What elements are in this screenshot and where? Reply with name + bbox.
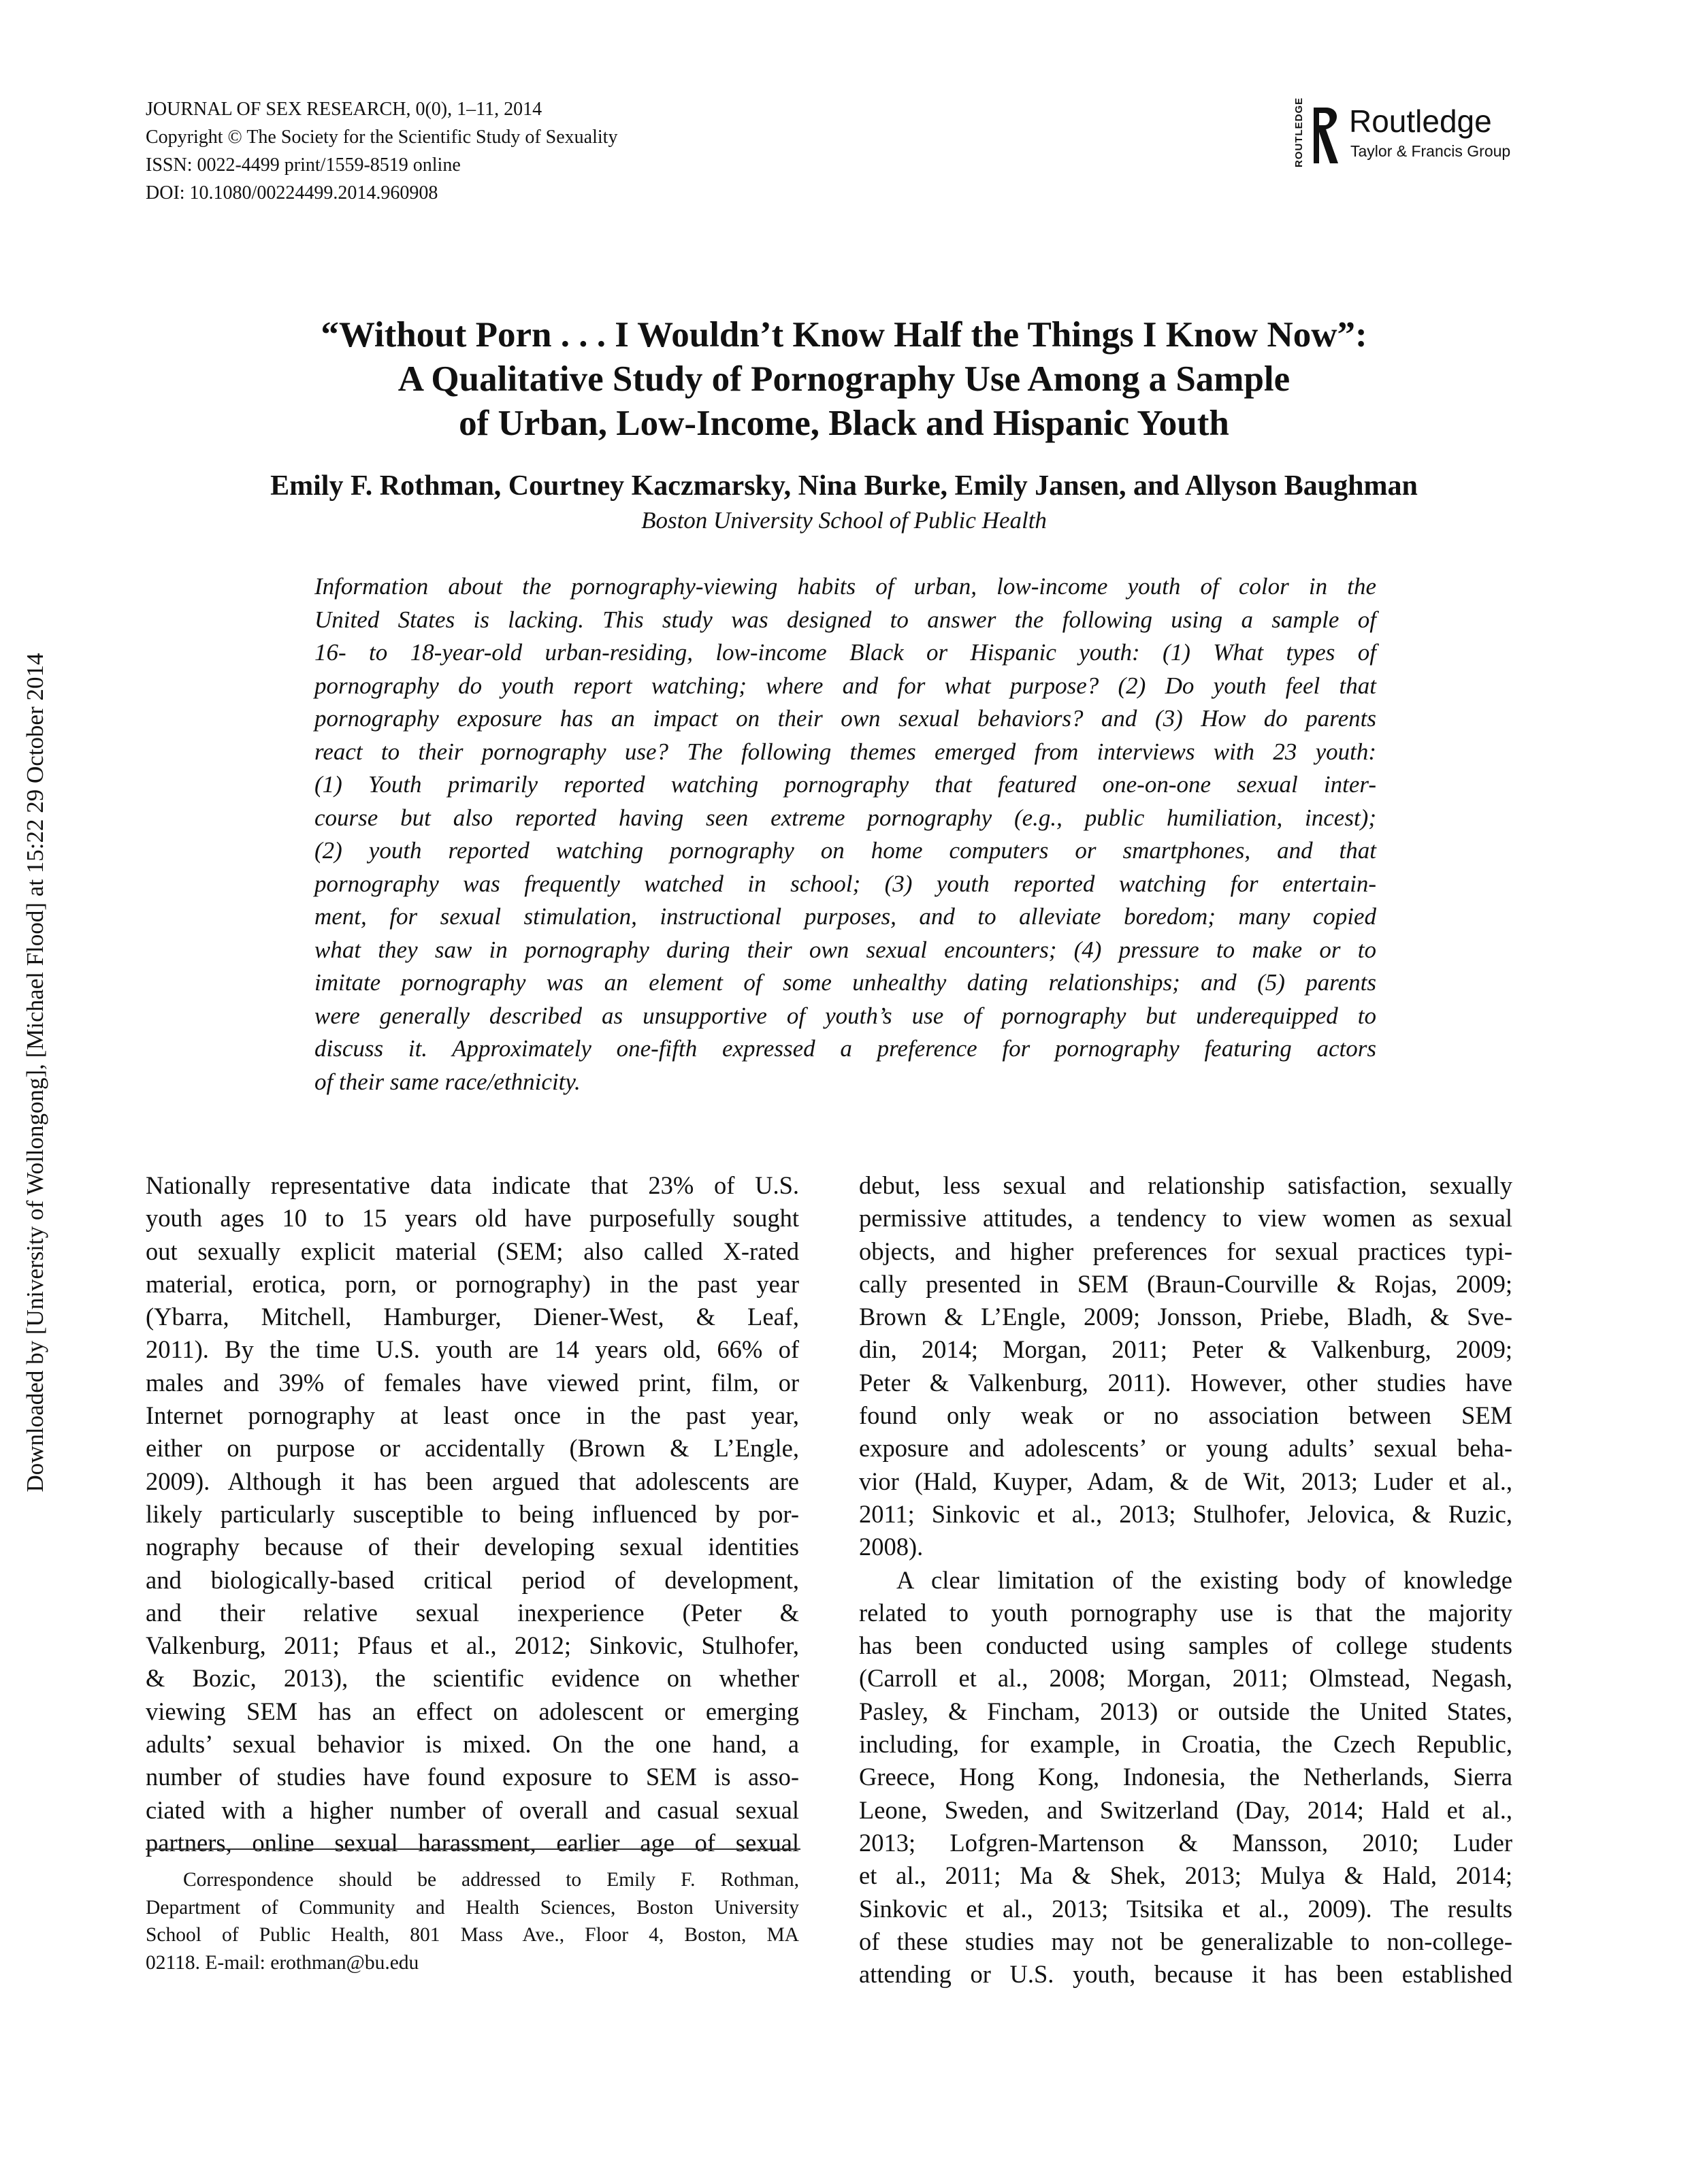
body-line: and biologically-based critical period of development, xyxy=(146,1565,799,1594)
title-line: of Urban, Low-Income, Black and Hispanic Youth xyxy=(459,404,1229,443)
abstract-line: what they saw in pornography during their own sexual encounters; (4) pressure to make or to xyxy=(314,936,1376,963)
body-line: attending or U.S. youth, because it has been established xyxy=(859,1960,1512,1989)
download-watermark: Downloaded by [University of Wollongong], [Michael Flood] at 15:22 29 October 2014 xyxy=(22,653,48,1493)
body-line: partners, online sexual harassment, earlier age of sexual xyxy=(146,1828,799,1857)
body-column-left xyxy=(146,1169,799,1859)
body-line: out sexually explicit material (SEM; also called X-rated xyxy=(146,1237,799,1265)
author-list: Emily F. Rothman, Courtney Kaczmarsky, Nina Burke, Emily Jansen, and Allyson Baughman xyxy=(270,470,1418,502)
abstract-line: react to their pornography use? The following themes emerged from interviews with 23 youth: xyxy=(314,738,1376,765)
abstract xyxy=(314,570,1376,1098)
body-line: adults’ sexual behavior is mixed. On the one hand, a xyxy=(146,1730,799,1759)
body-line: males and 39% of females have viewed print, film, or xyxy=(146,1368,799,1397)
body-line: vior (Hald, Kuyper, Adam, & de Wit, 2013; Luder et al., xyxy=(859,1467,1512,1495)
body-line: 2011). By the time U.S. youth are 14 years old, 66% of xyxy=(146,1335,799,1364)
body-line: has been conducted using samples of college students xyxy=(859,1631,1512,1660)
publisher-logo-side-text: ROUTLEDGE xyxy=(1293,97,1305,167)
body-line: number of studies have found exposure to SEM is asso- xyxy=(146,1763,799,1791)
abstract-line: imitate pornography was an element of some unhealthy dating relationships; and (5) parents xyxy=(314,969,1376,996)
correspondence-footnote xyxy=(146,1866,799,1976)
body-line: viewing SEM has an effect on adolescent or emerging xyxy=(146,1697,799,1725)
footnote-divider xyxy=(146,1848,800,1850)
doi-line: DOI: 10.1080/00224499.2014.960908 xyxy=(146,182,438,203)
body-line: including, for example, in Croatia, the Czech Republic, xyxy=(859,1730,1512,1759)
body-line: Pasley, & Fincham, 2013) or outside the United States, xyxy=(859,1697,1512,1725)
abstract-line: pornography do youth report watching; where and for what purpose? (2) Do youth feel that xyxy=(314,672,1376,699)
body-line: Greece, Hong Kong, Indonesia, the Netherlands, Sierra xyxy=(859,1763,1512,1791)
abstract-line: discuss it. Approximately one-fifth expressed a preference for pornography featuring actors xyxy=(314,1035,1376,1062)
title-line: A Qualitative Study of Pornography Use Among a Sample xyxy=(397,359,1291,399)
body-line: found only weak or no association between SEM xyxy=(859,1401,1512,1430)
body-line: cally presented in SEM (Braun-Courville & Rojas, 2009; xyxy=(859,1269,1512,1298)
title-line: “Without Porn . . . I Wouldn’t Know Half the Things I Know Now”: xyxy=(321,315,1367,355)
body-line: et al., 2011; Ma & Shek, 2013; Mulya & Hald, 2014; xyxy=(859,1861,1512,1890)
body-line: Brown & L’Engle, 2009; Jonsson, Priebe, Bladh, & Sve- xyxy=(859,1303,1512,1331)
body-line: related to youth pornography use is that the majority xyxy=(859,1598,1512,1627)
body-line: & Bozic, 2013), the scientific evidence on whether xyxy=(146,1664,799,1693)
body-line: likely particularly susceptible to being influenced by por- xyxy=(146,1499,799,1528)
footnote-line: Correspondence should be addressed to Emily F. Rothman, xyxy=(183,1869,799,1891)
abstract-line: United States is lacking. This study was designed to answer the following using a sample of xyxy=(314,606,1376,633)
body-line: din, 2014; Morgan, 2011; Peter & Valkenburg, 2009; xyxy=(859,1335,1512,1364)
abstract-line: Information about the pornography-viewing habits of urban, low-income youth of color in the xyxy=(314,573,1376,600)
body-line: objects, and higher preferences for sexual practices typi- xyxy=(859,1237,1512,1265)
body-line: of these studies may not be generalizable to non-college- xyxy=(859,1927,1512,1955)
abstract-line: were generally described as unsupportive of youth’s use of pornography but underequipped to xyxy=(314,1002,1376,1029)
body-line: permissive attitudes, a tendency to view women as sexual xyxy=(859,1204,1512,1233)
publisher-logo xyxy=(1293,97,1538,169)
body-line: (Ybarra, Mitchell, Hamburger, Diener-West, & Leaf, xyxy=(146,1303,799,1331)
body-line: 2008). xyxy=(859,1533,924,1561)
footnote-line: 02118. E-mail: erothman@bu.edu xyxy=(146,1951,419,1974)
article-title xyxy=(163,313,1525,446)
routledge-logo-icon xyxy=(1311,102,1342,167)
abstract-line: of their same race/ethnicity. xyxy=(314,1068,581,1095)
body-line: (Carroll et al., 2008; Morgan, 2011; Olmstead, Negash, xyxy=(859,1664,1512,1693)
body-line: Peter & Valkenburg, 2011). However, other studies have xyxy=(859,1368,1512,1397)
abstract-line: course but also reported having seen extreme pornography (e.g., public humiliation, incest); xyxy=(314,804,1376,831)
body-line: Valkenburg, 2011; Pfaus et al., 2012; Sinkovic, Stulhofer, xyxy=(146,1631,799,1660)
body-line: nography because of their developing sexual identities xyxy=(146,1533,799,1561)
abstract-line: (2) youth reported watching pornography on home computers or smartphones, and that xyxy=(314,837,1376,864)
abstract-line: pornography was frequently watched in school; (3) youth reported watching for entertain- xyxy=(314,870,1376,897)
copyright-line: Copyright © The Society for the Scientific Study of Sexuality xyxy=(146,127,618,148)
footnote-line: School of Public Health, 801 Mass Ave., Floor 4, Boston, MA xyxy=(146,1924,799,1946)
body-line: Leone, Sweden, and Switzerland (Day, 2014; Hald et al., xyxy=(859,1795,1512,1824)
abstract-line: ment, for sexual stimulation, instructional purposes, and to alleviate boredom; many copied xyxy=(314,903,1376,930)
body-line: and their relative sexual inexperience (Peter & xyxy=(146,1598,799,1627)
body-line: Internet pornography at least once in the past year, xyxy=(146,1401,799,1430)
body-line: 2009). Although it has been argued that adolescents are xyxy=(146,1467,799,1495)
body-line: material, erotica, porn, or pornography) in the past year xyxy=(146,1269,799,1298)
body-line: Sinkovic et al., 2013; Tsitsika et al., 2009). The results xyxy=(859,1894,1512,1923)
body-line: ciated with a higher number of overall and casual sexual xyxy=(146,1795,799,1824)
journal-citation-block xyxy=(146,95,826,207)
body-line: youth ages 10 to 15 years old have purposefully sought xyxy=(146,1204,799,1233)
body-line: Nationally representative data indicate that 23% of U.S. xyxy=(146,1171,799,1199)
abstract-line: pornography exposure has an impact on their own sexual behaviors? and (3) How do parents xyxy=(314,705,1376,732)
issn-line: ISSN: 0022-4499 print/1559-8519 online xyxy=(146,154,461,176)
body-line: A clear limitation of the existing body of knowledge xyxy=(896,1565,1512,1594)
body-line: debut, less sexual and relationship satisfaction, sexually xyxy=(859,1171,1512,1199)
abstract-line: 16- to 18-year-old urban-residing, low-income Black or Hispanic youth: (1) What types of xyxy=(314,639,1376,666)
body-column-right xyxy=(859,1169,1512,1991)
publisher-name: Routledge xyxy=(1349,103,1492,139)
publisher-subtitle: Taylor & Francis Group xyxy=(1350,142,1511,160)
body-line: 2011; Sinkovic et al., 2013; Stulhofer, Jelovica, & Ruzic, xyxy=(859,1499,1512,1528)
abstract-line: (1) Youth primarily reported watching pornography that featured one-on-one sexual inter- xyxy=(314,771,1376,798)
body-line: either on purpose or accidentally (Brown & L’Engle, xyxy=(146,1434,799,1463)
footnote-line: Department of Community and Health Sciences, Boston University xyxy=(146,1896,799,1919)
body-line: 2013; Lofgren-Martenson & Mansson, 2010; Luder xyxy=(859,1828,1512,1857)
body-line: exposure and adolescents’ or young adults’ sexual beha- xyxy=(859,1434,1512,1463)
author-affiliation: Boston University School of Public Health xyxy=(641,507,1047,534)
journal-name-line: JOURNAL OF SEX RESEARCH, 0(0), 1–11, 2014 xyxy=(146,99,542,120)
